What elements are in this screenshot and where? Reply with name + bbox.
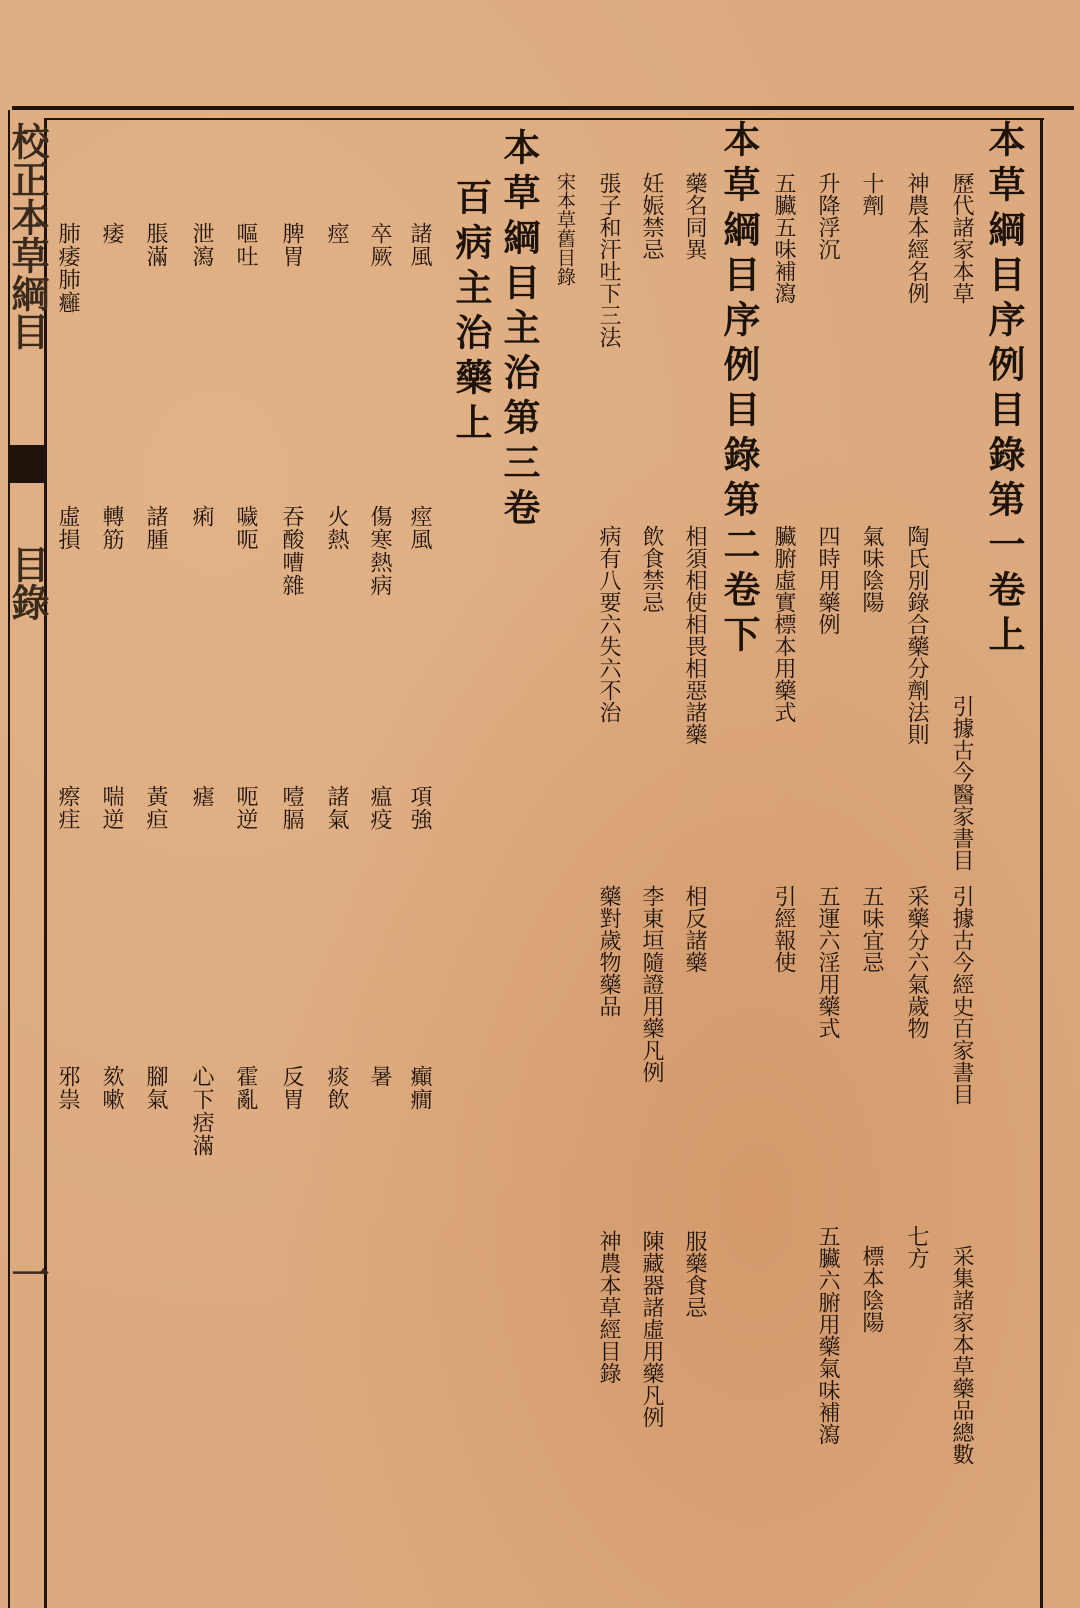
disease-item: 痙風 — [407, 505, 432, 551]
disease-item: 瘵疰 — [55, 785, 80, 831]
vol2-item: 神農本草經目錄 — [596, 1230, 621, 1384]
vol1-item: 神農本經名例 — [904, 172, 929, 304]
vol2-item: 陳藏器諸虛用藥凡例 — [639, 1230, 664, 1428]
disease-item: 癲癇 — [407, 1065, 432, 1111]
vol1-item: 歷代諸家本草 — [949, 172, 974, 304]
right-border-line — [1040, 118, 1043, 1608]
vol2-item: 藥對歲物藥品 — [596, 885, 621, 1017]
vol1-item: 氣味陰陽 — [859, 525, 884, 613]
disease-item: 邪祟 — [55, 1065, 80, 1111]
vol2-item: 宋本草舊目錄 — [554, 172, 576, 286]
disease-item: 痢 — [189, 505, 214, 528]
vol1-item: 四時用藥例 — [815, 525, 840, 635]
disease-item: 瘧 — [189, 785, 214, 808]
vol1-item: 五臟六腑用藥氣味補瀉 — [815, 1225, 840, 1445]
vol2-item: 病有八要六失六不治 — [596, 525, 621, 723]
vol2-item: 飲食禁忌 — [639, 525, 664, 613]
margin-page-number: 一 — [5, 1255, 50, 1293]
disease-item: 卒厥 — [367, 222, 392, 268]
top-border-line-inner — [44, 118, 1044, 120]
disease-item: 脹滿 — [143, 222, 168, 268]
fishtail-mark — [10, 445, 44, 483]
disease-item: 反胃 — [279, 1065, 304, 1111]
disease-item: 心下痞滿 — [189, 1065, 214, 1157]
vol2-item: 相須相使相畏相惡諸藥 — [682, 525, 707, 745]
disease-item: 吞酸嘈雜 — [279, 505, 304, 597]
disease-item: 痿 — [99, 222, 124, 245]
vol2-item: 服藥食忌 — [682, 1230, 707, 1318]
disease-item: 項強 — [407, 785, 432, 831]
disease-item: 黃疸 — [143, 785, 168, 831]
vol1-title: 本草綱目序例目錄第一卷上 — [982, 120, 1026, 660]
disease-item: 呃逆 — [233, 785, 258, 831]
vol2-item: 藥名同異 — [682, 172, 707, 260]
disease-item: 諸風 — [407, 222, 432, 268]
vol1-item: 十劑 — [859, 172, 884, 216]
vol1-item: 臟腑虛實標本用藥式 — [771, 525, 796, 723]
disease-item: 嘔吐 — [233, 222, 258, 268]
vol1-item: 標本陰陽 — [859, 1245, 884, 1333]
vol1-item: 陶氏別錄合藥分劑法則 — [904, 525, 929, 745]
vol2-item: 張子和汗吐下三法 — [596, 172, 621, 348]
disease-item: 噦呃 — [233, 505, 258, 551]
disease-item: 肺痿肺癰 — [55, 222, 80, 314]
disease-item: 暑 — [367, 1065, 392, 1088]
disease-item: 痰飲 — [324, 1065, 349, 1111]
disease-item: 諸腫 — [143, 505, 168, 551]
disease-item: 傷寒熱病 — [367, 505, 392, 597]
vol1-item: 采集諸家本草藥品總數 — [949, 1245, 974, 1465]
disease-item: 轉筋 — [99, 505, 124, 551]
vol1-item: 五臟五味補瀉 — [771, 172, 796, 304]
disease-item: 諸氣 — [324, 785, 349, 831]
disease-item: 腳氣 — [143, 1065, 168, 1111]
disease-item: 虛損 — [55, 505, 80, 551]
disease-item: 痙 — [324, 222, 349, 245]
disease-item: 喘逆 — [99, 785, 124, 831]
vol1-item: 升降浮沉 — [815, 172, 840, 260]
disease-item: 火熱 — [324, 505, 349, 551]
vol1-item: 五運六淫用藥式 — [815, 885, 840, 1039]
vol2-item: 李東垣隨證用藥凡例 — [639, 885, 664, 1083]
vol3-subtitle: 百病主治藥上 — [449, 178, 493, 448]
vol1-item: 引據古今醫家書目 — [949, 695, 974, 871]
vol1-item: 采藥分六氣歲物 — [904, 885, 929, 1039]
disease-item: 噎膈 — [279, 785, 304, 831]
vol1-item: 七方 — [904, 1225, 929, 1269]
margin-book-title: 校正本草綱目 — [5, 122, 50, 350]
margin-section: 目錄 — [5, 545, 50, 621]
vol1-item: 引經報使 — [771, 885, 796, 973]
top-border-line — [12, 106, 1074, 110]
vol3-title: 本草綱目主治第三卷 — [497, 128, 541, 533]
disease-item: 脾胃 — [279, 222, 304, 268]
vol2-item: 相反諸藥 — [682, 885, 707, 973]
disease-item: 瘟疫 — [367, 785, 392, 831]
vol2-item: 妊娠禁忌 — [639, 172, 664, 260]
vol2-title: 本草綱目序例目錄第二卷下 — [717, 120, 761, 660]
vol1-item: 引據古今經史百家書目 — [949, 885, 974, 1105]
vol1-item: 五味宜忌 — [859, 885, 884, 973]
disease-item: 泄瀉 — [189, 222, 214, 268]
disease-item: 霍亂 — [233, 1065, 258, 1111]
disease-item: 欬嗽 — [99, 1065, 124, 1111]
